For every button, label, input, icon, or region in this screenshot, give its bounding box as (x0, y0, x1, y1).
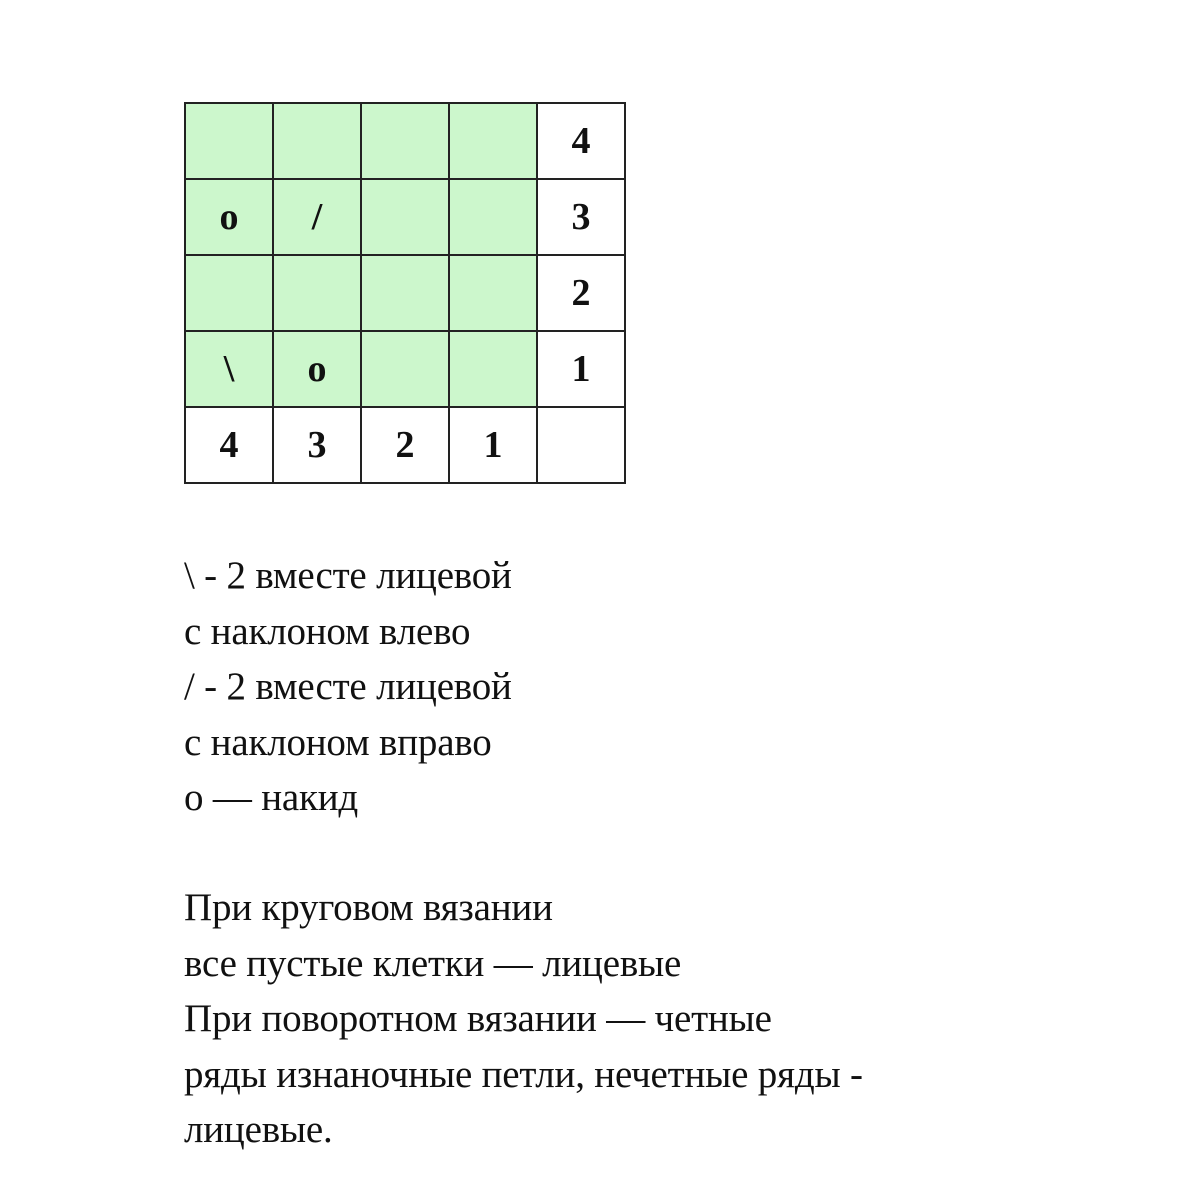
note-line: При круговом вязании (184, 886, 553, 929)
column-number: 1 (449, 407, 537, 483)
symbol-legend (184, 548, 512, 826)
row-number: 4 (537, 103, 625, 179)
legend-line: с наклоном влево (184, 609, 471, 653)
stitch-cell (361, 179, 449, 255)
row-number: 3 (537, 179, 625, 255)
row-number: 1 (537, 331, 625, 407)
stitch-cell (449, 255, 537, 331)
stitch-cell (449, 103, 537, 179)
row-number: 2 (537, 255, 625, 331)
stitch-cell (273, 255, 361, 331)
note-line: все пустые клетки — лицевые (184, 941, 682, 985)
legend-line: о — накид (184, 776, 359, 819)
column-number: 3 (273, 407, 361, 483)
legend-line: / - 2 вместе лицевой (184, 665, 512, 708)
stitch-cell: o (273, 331, 361, 407)
legend-line: с наклоном вправо (184, 720, 492, 764)
note-line: ряды изнаночные петли, нечетные ряды - (184, 1052, 863, 1096)
stitch-cell: o (185, 179, 273, 255)
stitch-cell (449, 331, 537, 407)
stitch-cell (449, 179, 537, 255)
stitch-cell: \ (185, 331, 273, 407)
legend-line: \ - 2 вместе лицевой (184, 554, 512, 597)
corner-cell (537, 407, 625, 483)
stitch-cell (361, 331, 449, 407)
stitch-cell (185, 255, 273, 331)
stitch-cell (361, 103, 449, 179)
stitch-cell (273, 103, 361, 179)
column-number-row (185, 407, 625, 483)
column-number: 2 (361, 407, 449, 483)
knitting-chart (184, 102, 626, 484)
column-number: 4 (185, 407, 273, 483)
chart-row (185, 331, 625, 407)
chart-row (185, 255, 625, 331)
stitch-cell: / (273, 179, 361, 255)
chart-row (185, 179, 625, 255)
note-line: лицевые. (184, 1108, 333, 1151)
stitch-cell (361, 255, 449, 331)
stitch-cell (185, 103, 273, 179)
chart-row (185, 103, 625, 179)
knitting-notes (184, 880, 863, 1158)
note-line: При поворотном вязании — четные (184, 997, 772, 1040)
